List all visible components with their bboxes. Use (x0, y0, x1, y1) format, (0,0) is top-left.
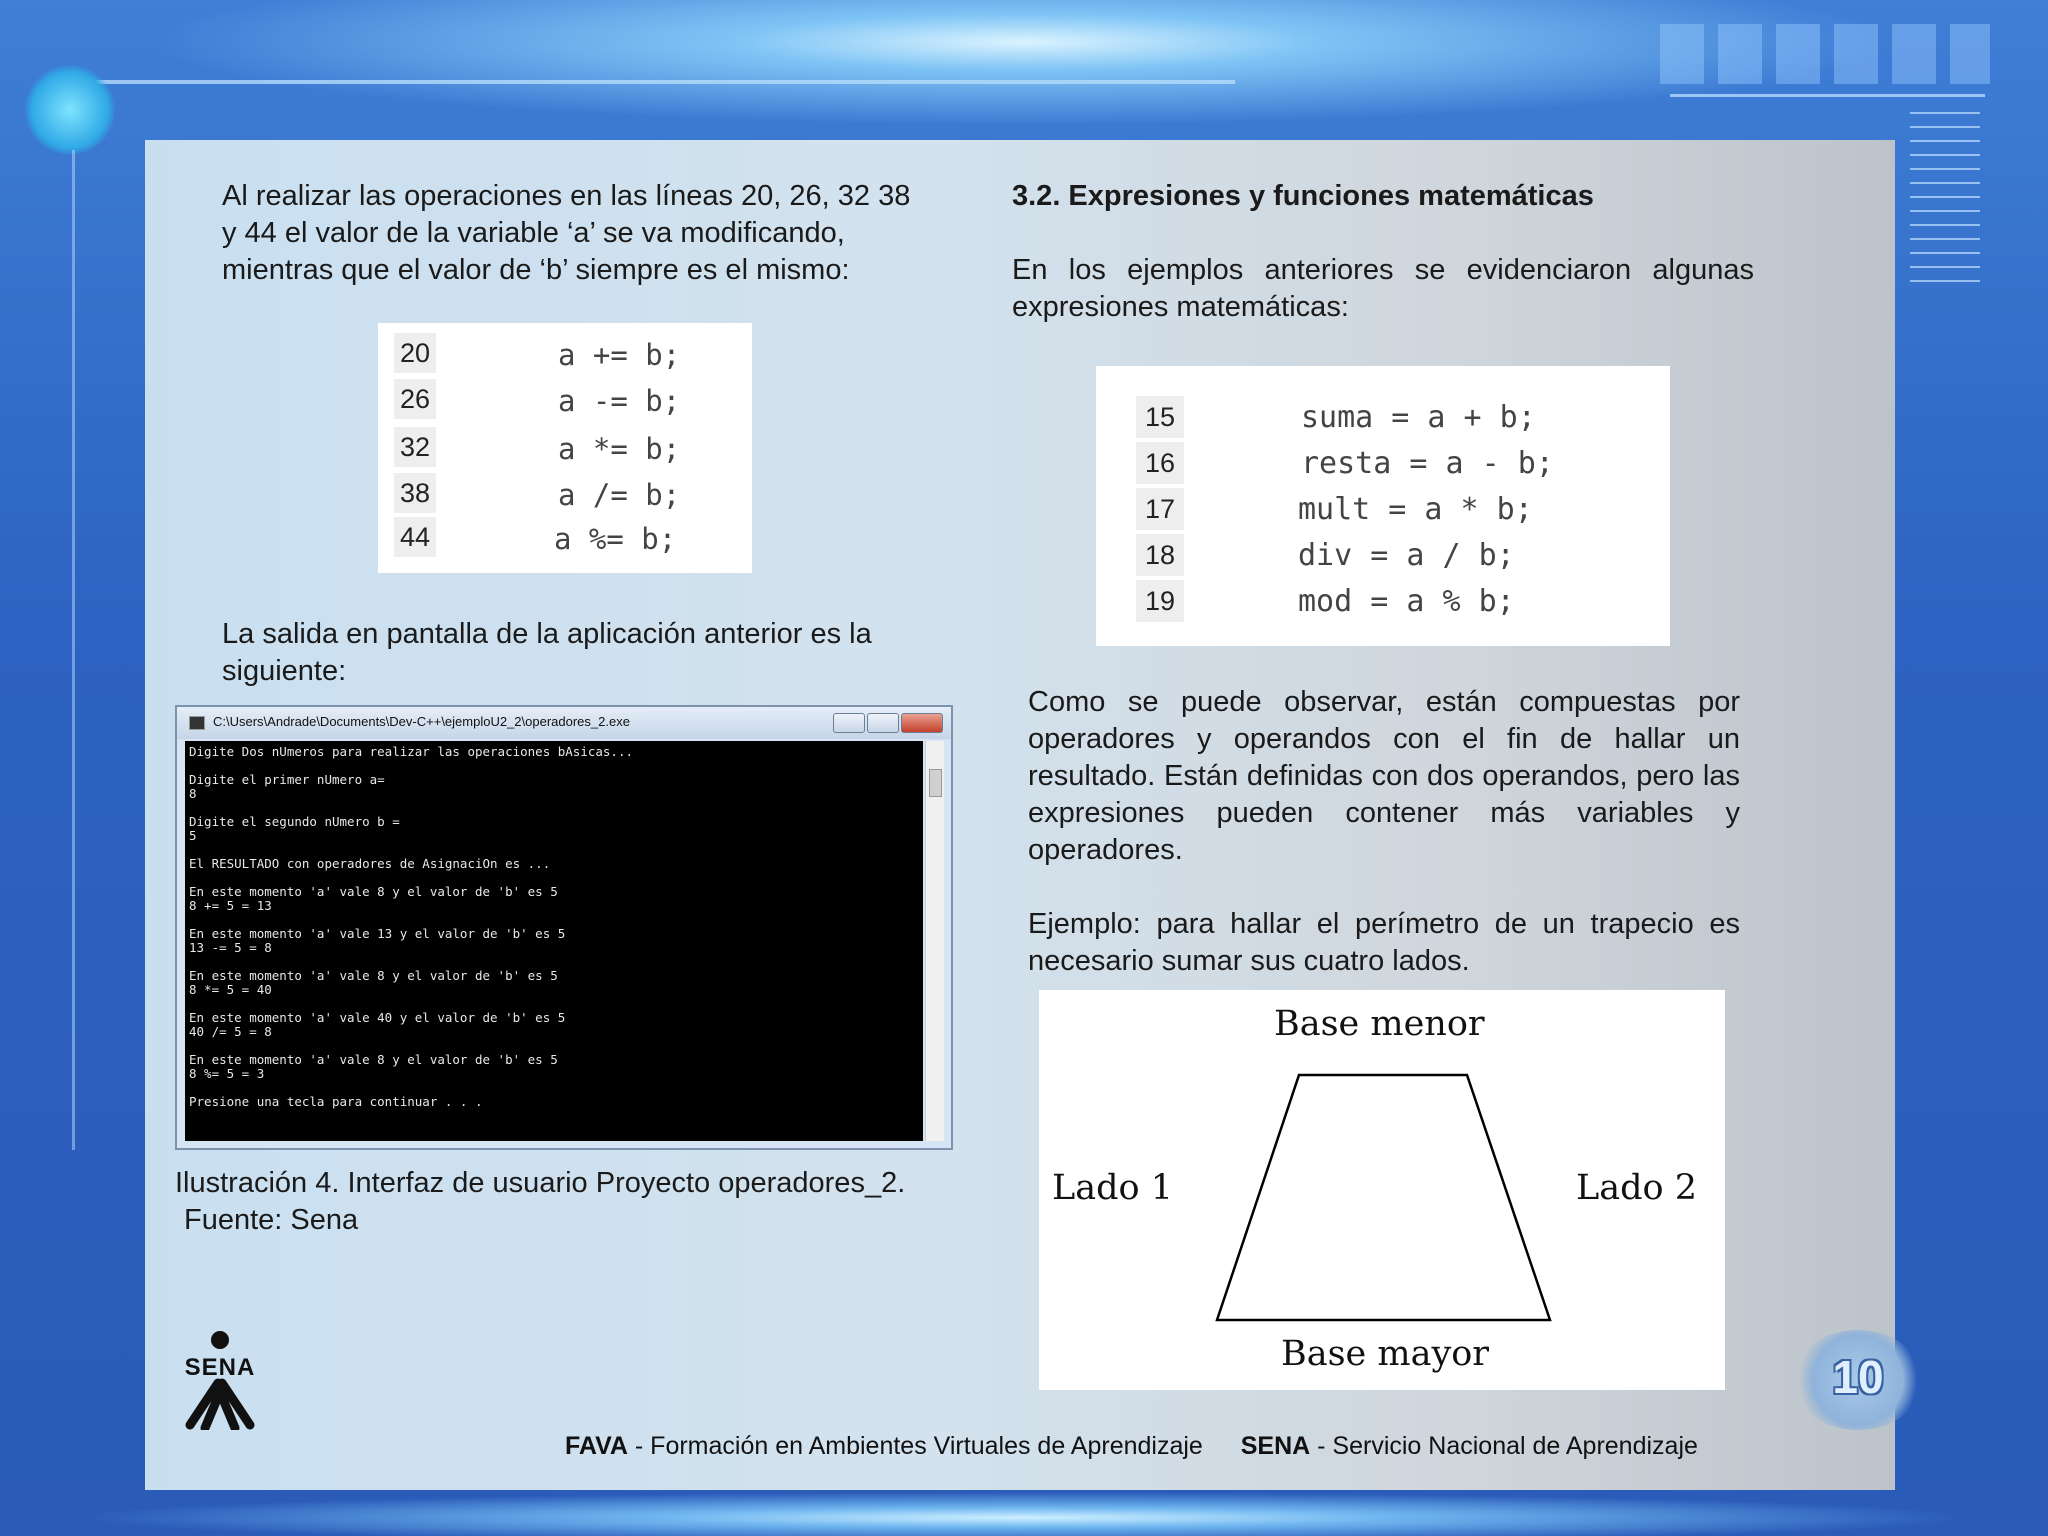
line-number: 26 (394, 379, 436, 419)
line-number: 38 (394, 473, 436, 513)
line-number: 32 (394, 427, 436, 467)
console-title-bar[interactable] (177, 707, 951, 739)
code-line: div = a / b; (1298, 538, 1515, 573)
sena-logo-text: SENA (184, 1354, 256, 1381)
code-snippet-expressions (1096, 366, 1670, 646)
footer-fava-label: FAVA (565, 1432, 628, 1460)
code-line: mod = a % b; (1298, 584, 1515, 619)
page-number-badge (1793, 1330, 1923, 1430)
output-intro-text: La salida en pantalla de la aplicación anterior es la siguiente: (222, 618, 872, 687)
intro-paragraph-left: Al realizar las operaciones en las líneas 20, 26, 32 38 y 44 el valor de la variable ‘a’ se va modificando, mientras que el valor de ‘b’ siempre es el mismo: (222, 180, 911, 286)
label-base-mayor: Base mayor (1281, 1334, 1490, 1374)
sena-logo (170, 1330, 270, 1430)
code-line: mult = a * b; (1298, 492, 1533, 527)
page-number: 10 (1832, 1351, 1884, 1403)
label-lado-1: Lado 1 (1052, 1168, 1173, 1208)
decorative-bars (1660, 24, 1990, 84)
frame-bottom-glow (0, 1490, 2048, 1536)
code-line: a %= b; (554, 522, 677, 556)
section-title: 3.2. Expresiones y funciones matemáticas (1012, 180, 1594, 212)
code-line: a -= b; (558, 384, 681, 418)
figure-caption: Ilustración 4. Interfaz de usuario Proyecto operadores_2. (175, 1167, 906, 1199)
decorative-lines-right (1910, 112, 1980, 292)
explanation-paragraph: Como se puede observar, están compuestas por operadores y operandos con el fin de hallar un resultado. Están definidas con dos operandos, pero las expresiones pueden contener más variables y operadores. (1028, 686, 1740, 866)
scrollbar-thumb[interactable] (929, 769, 942, 797)
line-number: 44 (394, 517, 436, 557)
console-app-icon (189, 716, 205, 730)
line-number: 19 (1136, 580, 1184, 622)
code-line: resta = a - b; (1301, 446, 1554, 481)
close-button[interactable] (901, 713, 943, 733)
code-line: a /= b; (558, 478, 681, 512)
console-title: C:\Users\Andrade\Documents\Dev-C++\ejemploU2_2\operadores_2.exe (213, 714, 630, 729)
line-number: 16 (1136, 442, 1184, 484)
label-lado-2: Lado 2 (1576, 1168, 1697, 1208)
console-output-area (185, 741, 923, 1141)
console-window (175, 705, 953, 1150)
figure-source: Fuente: Sena (184, 1204, 359, 1236)
footer-sena-text: - Servicio Nacional de Aprendizaje (1310, 1432, 1698, 1460)
decorative-line-top (75, 80, 1235, 84)
code-line: suma = a + b; (1301, 400, 1536, 435)
decorative-line-left (72, 150, 75, 1150)
line-number: 20 (394, 333, 436, 373)
label-base-menor: Base menor (1274, 1004, 1485, 1044)
decorative-line-right (1670, 94, 1985, 97)
line-number: 18 (1136, 534, 1184, 576)
code-snippet-assignment (378, 323, 752, 573)
line-number: 17 (1136, 488, 1184, 530)
footer-sena-label: SENA (1240, 1432, 1311, 1460)
example-paragraph: Ejemplo: para hallar el perímetro de un trapecio es necesario sumar sus cuatro lados. (1028, 908, 1740, 977)
trapezoid-diagram (1039, 990, 1725, 1390)
minimize-button[interactable] (833, 713, 865, 733)
decorative-circle-top-left (25, 65, 115, 155)
console-output: Digite Dos nUmeros para realizar las operaciones bAsicas... Digite el primer nUmero a= 8 Digite el segundo nUmero b = 5 El RESULTADO con operadores de AsignaciOn es ... En este momento 'a' vale 8 y el valor de 'b' es 5 8 += 5 = 13 En este momento 'a' vale 13 y el valor de 'b' es 5 13 -= 5 = 8 En este momento 'a' vale 8 y el valor de 'b' es 5 8 *= 5 = 40 En este momento 'a' vale 40 y el valor de 'b' es 5 40 /= 5 = 8 En este momento 'a' vale 8 y el valor de 'b' es 5 8 %= 5 = 3 Presione una tecla para continuar . . . (189, 744, 634, 1109)
footer (565, 1432, 1698, 1461)
intro-paragraph-right: En los ejemplos anteriores se evidenciaron algunas expresiones matemáticas: (1012, 254, 1754, 323)
console-scrollbar[interactable] (925, 741, 944, 1141)
line-number: 15 (1136, 396, 1184, 438)
footer-fava-text: - Formación en Ambientes Virtuales de Aprendizaje (627, 1432, 1203, 1460)
code-line: a *= b; (558, 432, 681, 466)
maximize-button[interactable] (867, 713, 899, 733)
code-line: a += b; (558, 338, 681, 372)
